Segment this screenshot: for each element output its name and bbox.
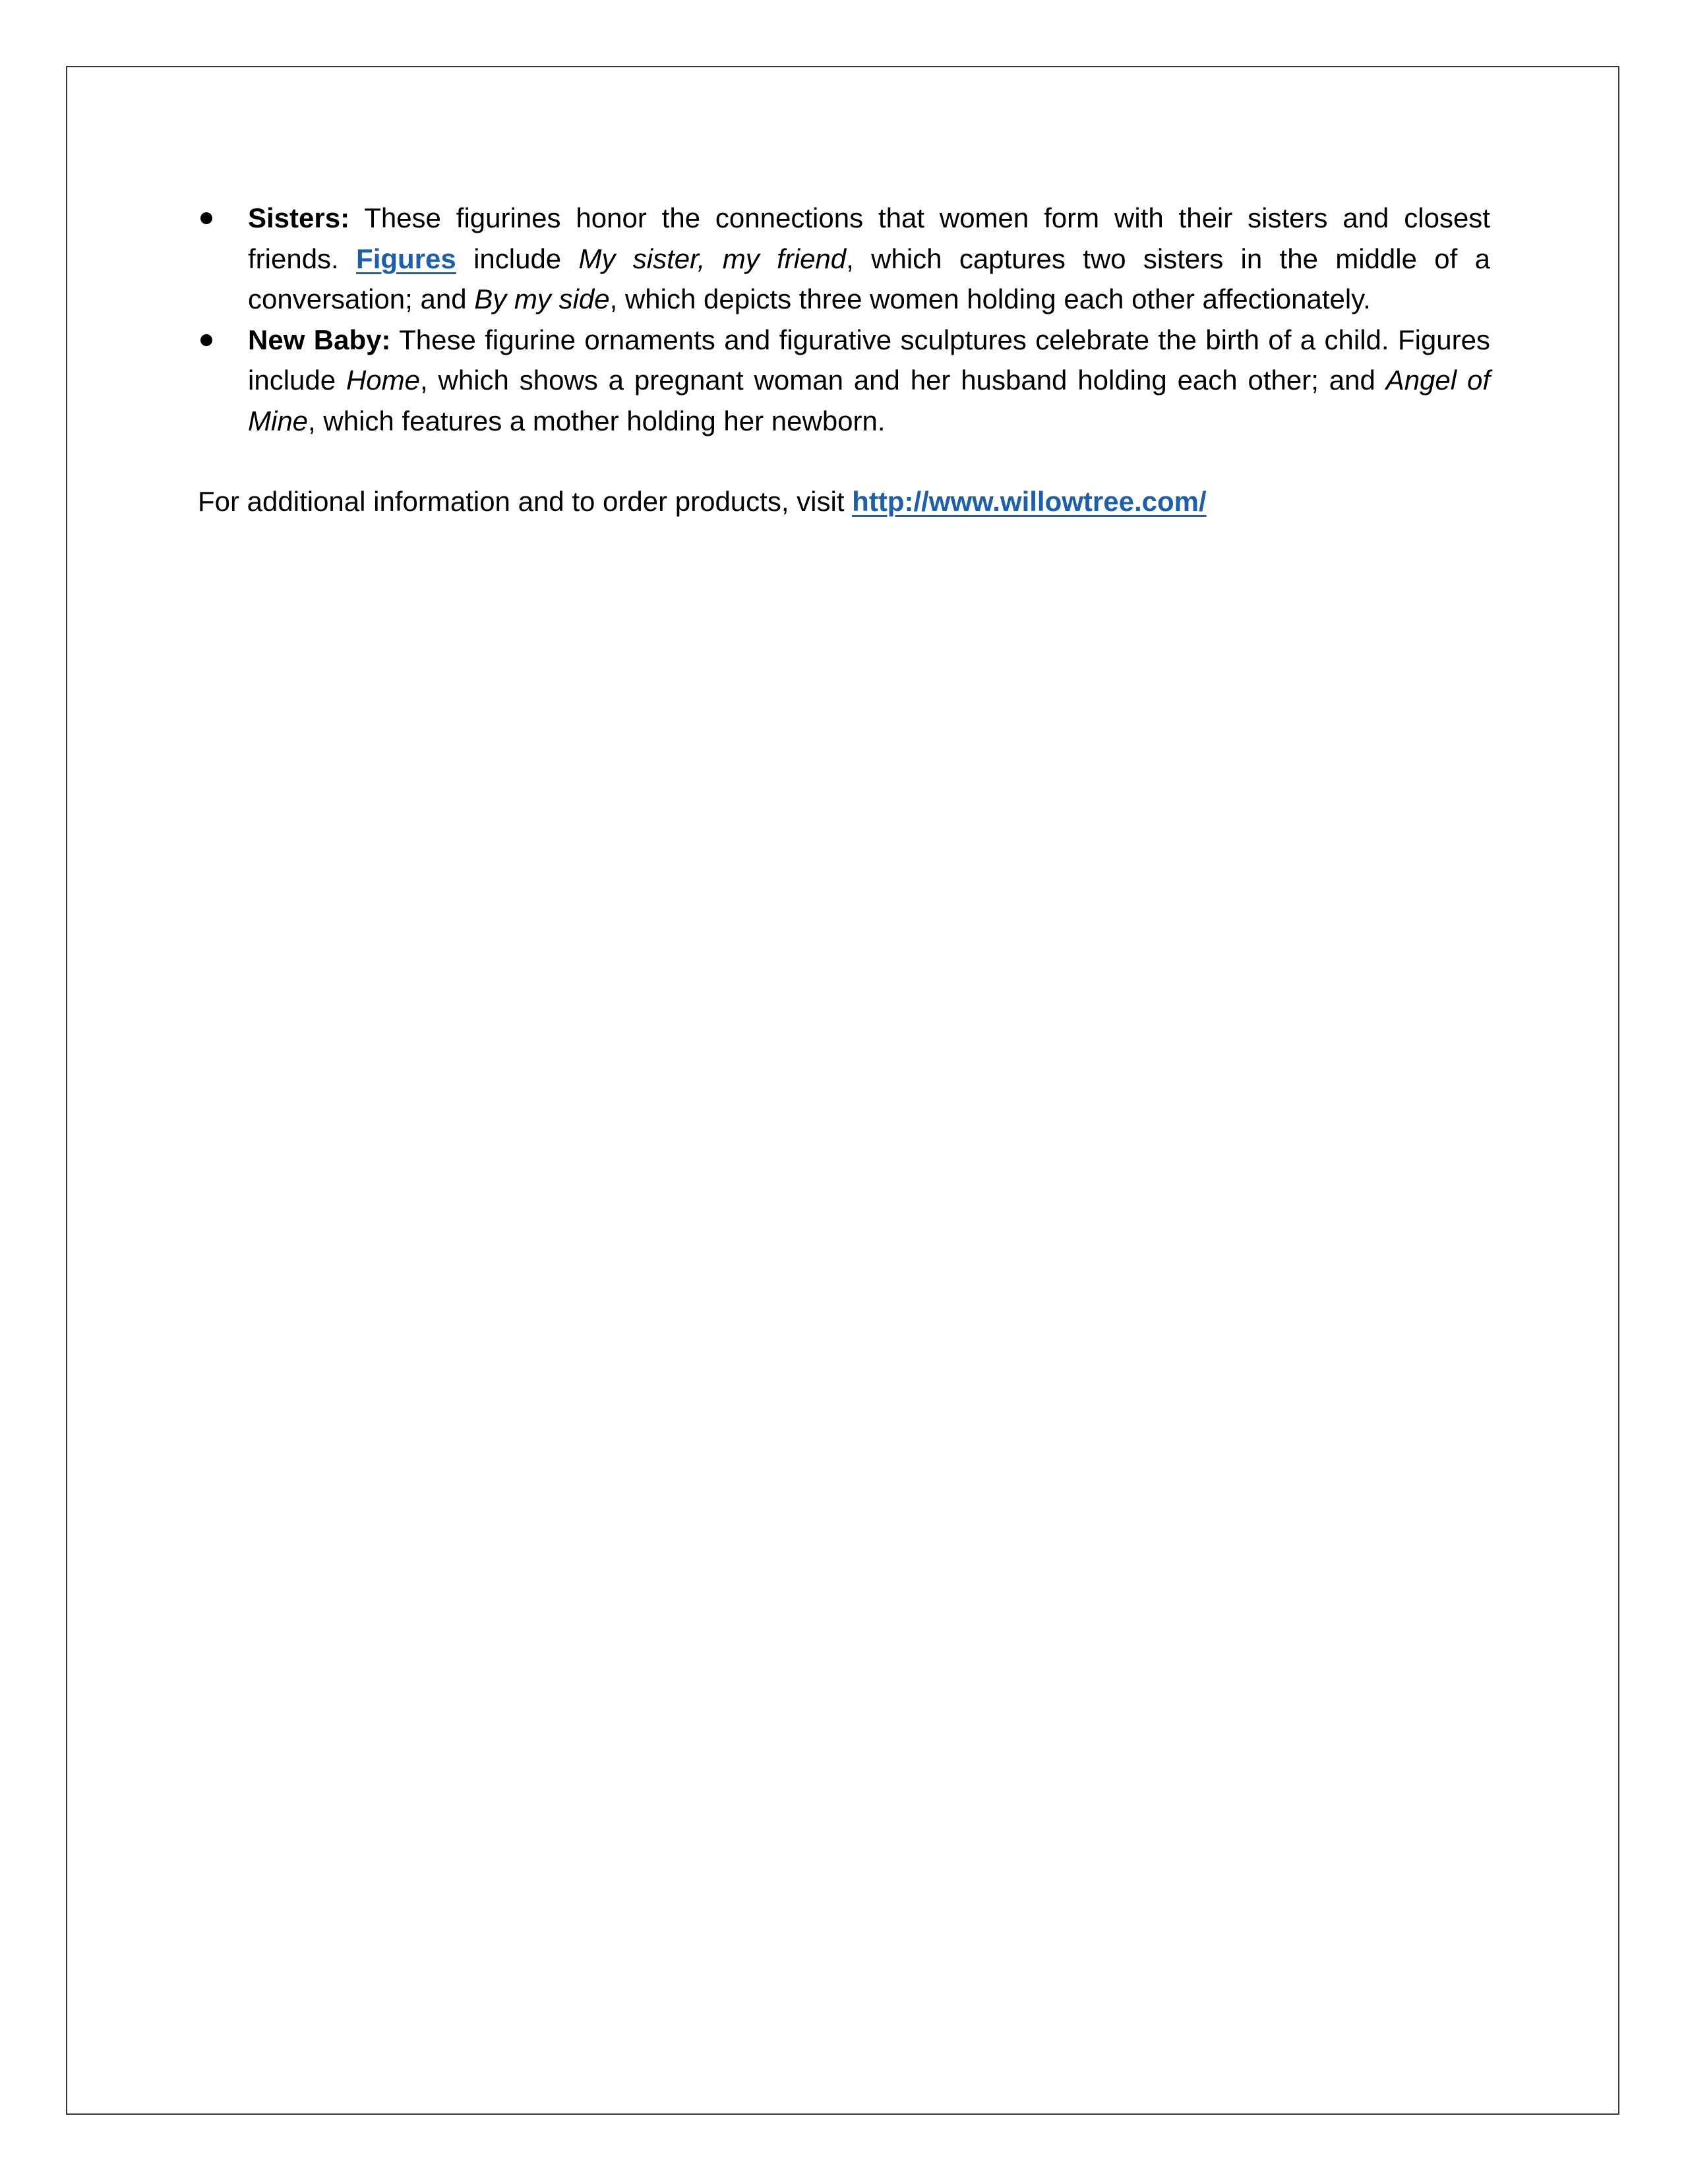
document-body [198, 198, 1490, 550]
new-baby-text-2: , which shows a pregnant woman and her husband holding each other; and [420, 365, 1375, 396]
bullet-icon [200, 212, 212, 224]
list-item-new-baby [198, 320, 1490, 442]
footer-text: For additional information and to order products, visit [198, 486, 845, 517]
bullet-icon [200, 334, 212, 346]
sisters-text-1: include [473, 243, 562, 274]
list-item-sisters [198, 198, 1490, 320]
title-my-sister-my-friend: My sister, my friend [578, 243, 847, 274]
bullet-list [198, 198, 1490, 441]
title-home: Home [346, 365, 421, 396]
website-link[interactable]: http://www.willowtree.com/ [852, 486, 1207, 517]
figures-link[interactable]: Figures [356, 243, 456, 274]
footer-paragraph [198, 481, 1490, 522]
term-new-baby: New Baby: [248, 324, 391, 355]
sisters-intro: These figurines honor the connections that women form with their sisters and closest friends. [248, 202, 1490, 274]
sisters-text-3: , which depicts three women holding each other affectionately. [609, 283, 1371, 314]
title-angel-of-mine: Angel of Mine [248, 365, 1490, 436]
sisters-text-2: , which captures two sisters in the middle of a conversation; and [248, 243, 1490, 314]
title-by-my-side: By my side [474, 283, 610, 314]
new-baby-text-3: , which features a mother holding her newborn. [308, 405, 886, 436]
term-sisters: Sisters: [248, 202, 350, 233]
new-baby-intro: These figurine ornaments and figurative sculptures celebrate the birth of a child. Figures include [248, 324, 1490, 396]
